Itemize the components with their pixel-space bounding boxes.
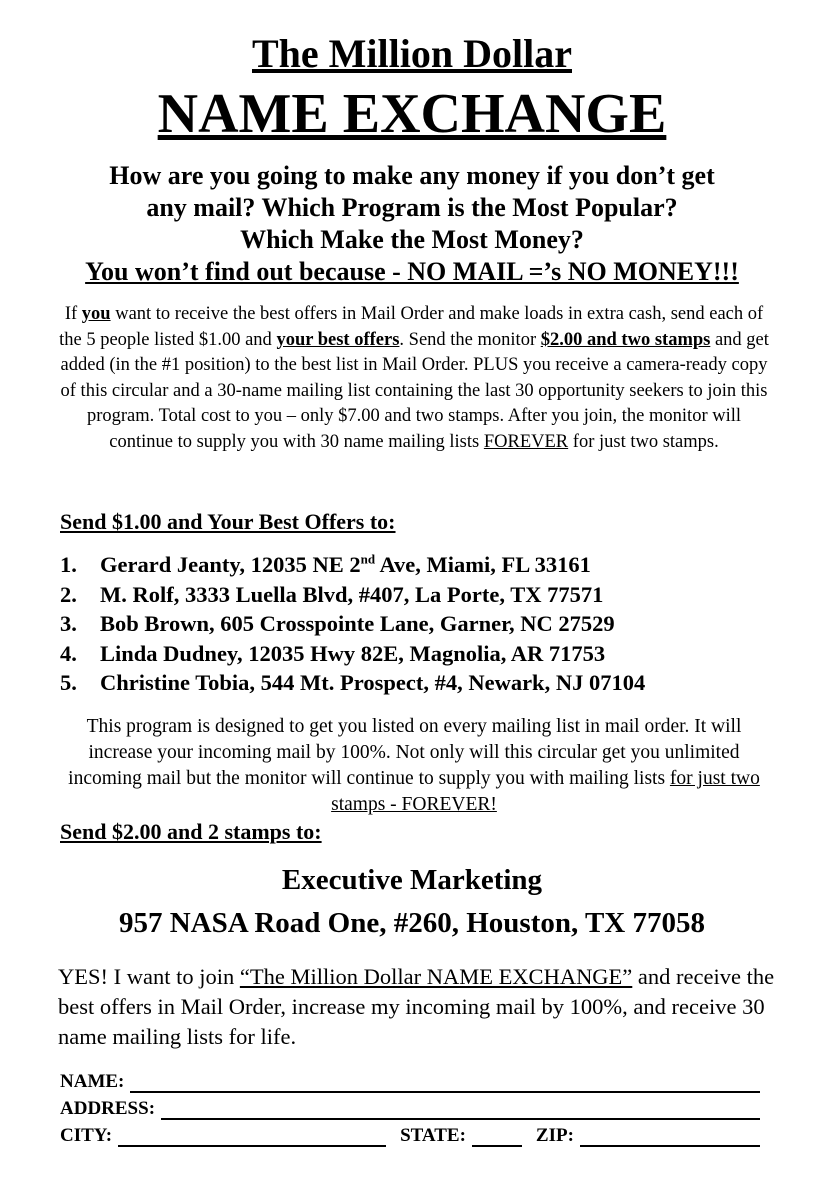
list-item-number: 5.: [60, 670, 77, 695]
headline-question: [40, 160, 784, 288]
state-label: STATE:: [400, 1125, 466, 1146]
name-row: [60, 1066, 760, 1093]
name-field[interactable]: [130, 1071, 760, 1093]
program-paragraph: [58, 714, 770, 818]
list-item-superscript: nd: [360, 551, 376, 567]
list-item-text: M. Rolf, 3333 Luella Blvd, #407, La Porte, TX 77571: [100, 581, 604, 607]
people-list: [60, 550, 800, 698]
address-label: ADDRESS:: [60, 1098, 156, 1119]
yes-program-name: “The Million Dollar NAME EXCHANGE”: [239, 964, 633, 989]
state-field[interactable]: [472, 1125, 522, 1147]
intro-text-1: If: [64, 304, 82, 324]
title-line-2: NAME EXCHANGE: [157, 83, 667, 145]
list-item-number: 3.: [60, 611, 77, 636]
list-item: [60, 580, 800, 610]
list-item: [60, 609, 800, 639]
send-offers-heading: Send $1.00 and Your Best Offers to:: [60, 509, 396, 534]
city-field[interactable]: [118, 1125, 386, 1147]
yes-text-2: and receive the best offers in Mail Order, increase my incoming mail by 100%, and receive 30 name mailing lists for life.: [58, 964, 775, 1049]
intro-paragraph: [58, 302, 770, 455]
list-item: [60, 668, 800, 698]
question-line-3: Which Make the Most Money?: [240, 225, 584, 254]
address-row: [60, 1093, 760, 1120]
intro-best-offers: your best offers: [276, 329, 400, 350]
list-item-text: Linda Dudney, 12035 Hwy 82E, Magnolia, AR 71753: [100, 640, 606, 666]
list-item-number: 4.: [60, 640, 77, 666]
zip-field[interactable]: [580, 1125, 760, 1147]
program-forever: for just two stamps - FOREVER!: [331, 768, 760, 815]
program-text: This program is designed to get you listed on every mailing list in mail order. It will increase your incoming mail by 100%. Not only will this circular get you unlimited incoming mail but the monitor will continue to supply you with mailing lists: [68, 716, 742, 789]
list-item: [60, 550, 800, 580]
city-row: [60, 1120, 760, 1147]
send-stamps-heading: Send $2.00 and 2 stamps to:: [60, 819, 322, 844]
question-line-4: You won’t find out because - NO MAIL =’s NO MONEY!!!: [85, 257, 739, 286]
intro-forever: FOREVER: [483, 431, 569, 452]
address-field[interactable]: [161, 1098, 760, 1120]
question-line-1: How are you going to make any money if you don’t get: [109, 161, 715, 190]
company-address: 957 NASA Road One, #260, Houston, TX 77058: [118, 907, 705, 939]
intro-monitor-cost: $2.00 and two stamps: [540, 329, 711, 350]
list-item-text: Gerard Jeanty, 12035 NE 2: [100, 552, 361, 577]
zip-label: ZIP:: [535, 1125, 574, 1146]
list-item-number: 1.: [60, 552, 77, 577]
intro-you: you: [81, 304, 111, 324]
city-label: CITY:: [60, 1125, 113, 1146]
intro-text-5: for just two stamps.: [568, 431, 719, 452]
list-item-number: 2.: [60, 581, 77, 607]
list-item-text-end: Ave, Miami, FL 33161: [375, 552, 591, 577]
company-name: Executive Marketing: [281, 864, 543, 896]
intro-text-4: and get added (in the #1 position) to the best list in Mail Order. PLUS you receive a camera-ready copy of this circular and a 30-name mailing list containing the last 30 opportunity seekers to join this program. Total cost to you – only $7.00 and two stamps. After you join, the monitor will continue to supply you with 30 name mailing lists: [60, 329, 769, 452]
list-item-text: Bob Brown, 605 Crosspointe Lane, Garner, NC 27529: [100, 611, 615, 636]
name-label: NAME:: [60, 1071, 125, 1092]
title-line-1: The Million Dollar: [252, 31, 572, 76]
list-item-text: Christine Tobia, 544 Mt. Prospect, #4, Newark, NJ 07104: [100, 670, 646, 695]
intro-text-3: . Send the monitor: [399, 329, 541, 350]
question-line-2: any mail? Which Program is the Most Popular?: [146, 193, 678, 222]
yes-paragraph: [58, 962, 778, 1052]
list-item: [60, 639, 800, 669]
intro-text-2: want to receive the best offers in Mail Order and make loads in extra cash, send each of the 5 people listed $1.00 and: [59, 304, 764, 350]
yes-text-1: YES! I want to join: [58, 964, 240, 989]
signup-form: [60, 1066, 760, 1147]
